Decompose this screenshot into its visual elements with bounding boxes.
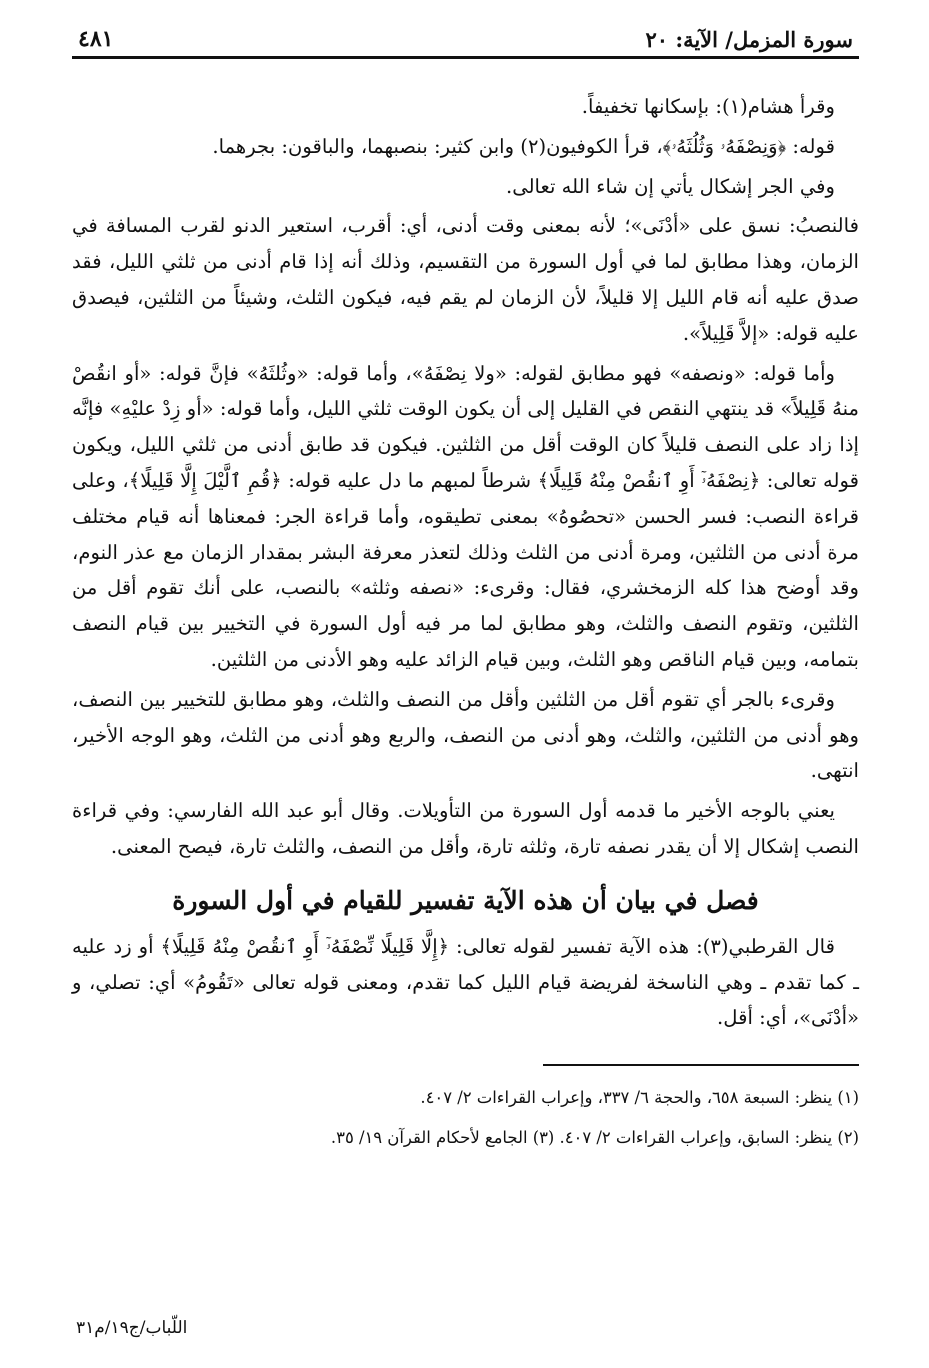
footnote-2: (٢) ينظر: السابق، وإعراب القراءات ٢/ ٤٠٧. (٣) الجامع لأحكام القرآن ١٩/ ٣٥. bbox=[330, 1128, 859, 1148]
footnotes bbox=[72, 1078, 859, 1158]
footnote-1: (١) ينظر: السبعة ٦٥٨، والحجة ٦/ ٣٣٧، وإعراب القراءات ٢/ ٤٠٧. bbox=[420, 1088, 859, 1108]
paragraph-2: قوله: ﴿وَنِصْفَهُۥ وَثُلُثَهُۥ﴾، قرأ الكوفيون(٢) وابن كثير: بنصبهما، والباقون: بجرهما. bbox=[212, 134, 835, 158]
paragraph-4: فالنصبُ: نسق على «أدْنَى»؛ لأنه بمعنى وقت أدنى، أي: أقرب، استعير الدنو لقرب المسافة في الزمان، وهذا مطابق لما في أول السورة من التقسيم، وذلك أنه إذا قام أدنى من ثلثي الليل، فقد صدق عليه أنه قام الليل إلا قليلاً، لأن الزمان لم يقم فيه، فيكون الثلث، وشيئاً من الثلثين، فيصدق عليه قوله: «إلاَّ قَلِيلاً». bbox=[72, 214, 859, 345]
signature-mark: اللّباب/ج١٩/م٣١ bbox=[76, 1318, 188, 1338]
paragraph-3: وفي الجر إشكال يأتي إن شاء الله تعالى. bbox=[506, 174, 835, 198]
page-number: ٤٨١ bbox=[78, 26, 114, 52]
paragraph-5: وأما قوله: «ونصفه» فهو مطابق لقوله: «ولا نِصْفَهُ»، وأما قوله: «وثُلثَهُ» فإنَّ قوله: «أو انقُصْ منهُ قَلِيلاً» قد ينتهي النقص في القليل إلى أن يكون الوقت ثلثي الليل، وأما قوله: «أو زِدْ عليْهِ» فإنَّه إذا زاد على النصف قليلاً كان الوقت أقل من الثلثين. فيكون قد طابق أدنى من ثلثي الليل، ويكون قوله تعالى: ﴿نِصْفَهُۥٓ أَوِ ٱنقُصْ مِنْهُ قَلِيلًا﴾ شرطاً لمبهم ما دل عليه قوله: ﴿قُمِ ٱلَّيْلَ إِلَّا قَلِيلًا﴾، وعلى قراءة النصب: فسر الحسن «تحصُوهُ» بمعنى تطيقوه، وأما قراءة الجر: فمعناها أنه قيام مختلف مرة أدنى من الثلثين، ومرة أدنى من الثلث وذلك لتعذر معرفة البشر بمقدار الزمان مع عذر النوم، وقد أوضح هذا كله الزمخشري، فقال: وقرىء: «نصفه وثلثه» بالنصب، على أنك تقوم أقل من الثلثين، وتقوم النصف والثلث، وهو مطابق لما مر فيه أول السورة في التخيير بين قيام النصف بتمامه، وبين قيام الناقص وهو الثلث، وبين قيام الزائد عليه وهو الأدنى من الثلثين. bbox=[72, 361, 859, 671]
section-heading: فصل في بيان أن هذه الآية تفسير للقيام في أول السورة bbox=[172, 885, 759, 915]
paragraph-7: يعني بالوجه الأخير ما قدمه أول السورة من التأويلات. وقال أبو عبد الله الفارسي: وفي قراءة النصب إشكال إلا أن يقدر نصفه تارة، وثلثه تارة، وأقل من النصف، والثلث تارة، فيصح المعنى. bbox=[72, 799, 859, 858]
footnote-divider bbox=[543, 1064, 859, 1066]
header-title: سورة المزمل/ الآية: ٢٠ bbox=[645, 27, 853, 52]
paragraph-6: وقرىء بالجر أي تقوم أقل من الثلثين وأقل من النصف والثلث، وهو مطابق للتخيير بين النصف، وهو أدنى من الثلثين، والثلث، وهو أدنى من النصف، والربع وهو أدنى من الثلث، وهو الوجه الأخير، انتهى. bbox=[72, 687, 859, 783]
running-header bbox=[72, 14, 859, 59]
main-text bbox=[72, 89, 859, 1036]
paragraph-1: وقرأ هشام(١): بإسكانها تخفيفاً. bbox=[581, 95, 835, 118]
section-paragraph: قال القرطبي(٣): هذه الآية تفسير لقوله تعالى: ﴿إِلَّا قَلِيلًا نِّصْفَهُۥٓ أَوِ ٱنقُصْ مِنْهُ قَلِيلًا﴾ أو زد عليه ـ كما تقدم ـ وهي الناسخة لفريضة قيام الليل كما تقدم، ومعنى قوله تعالى «تَقُومُ» أي: تصلي، و «أدْنَى»، أي: أقل. bbox=[72, 934, 859, 1030]
